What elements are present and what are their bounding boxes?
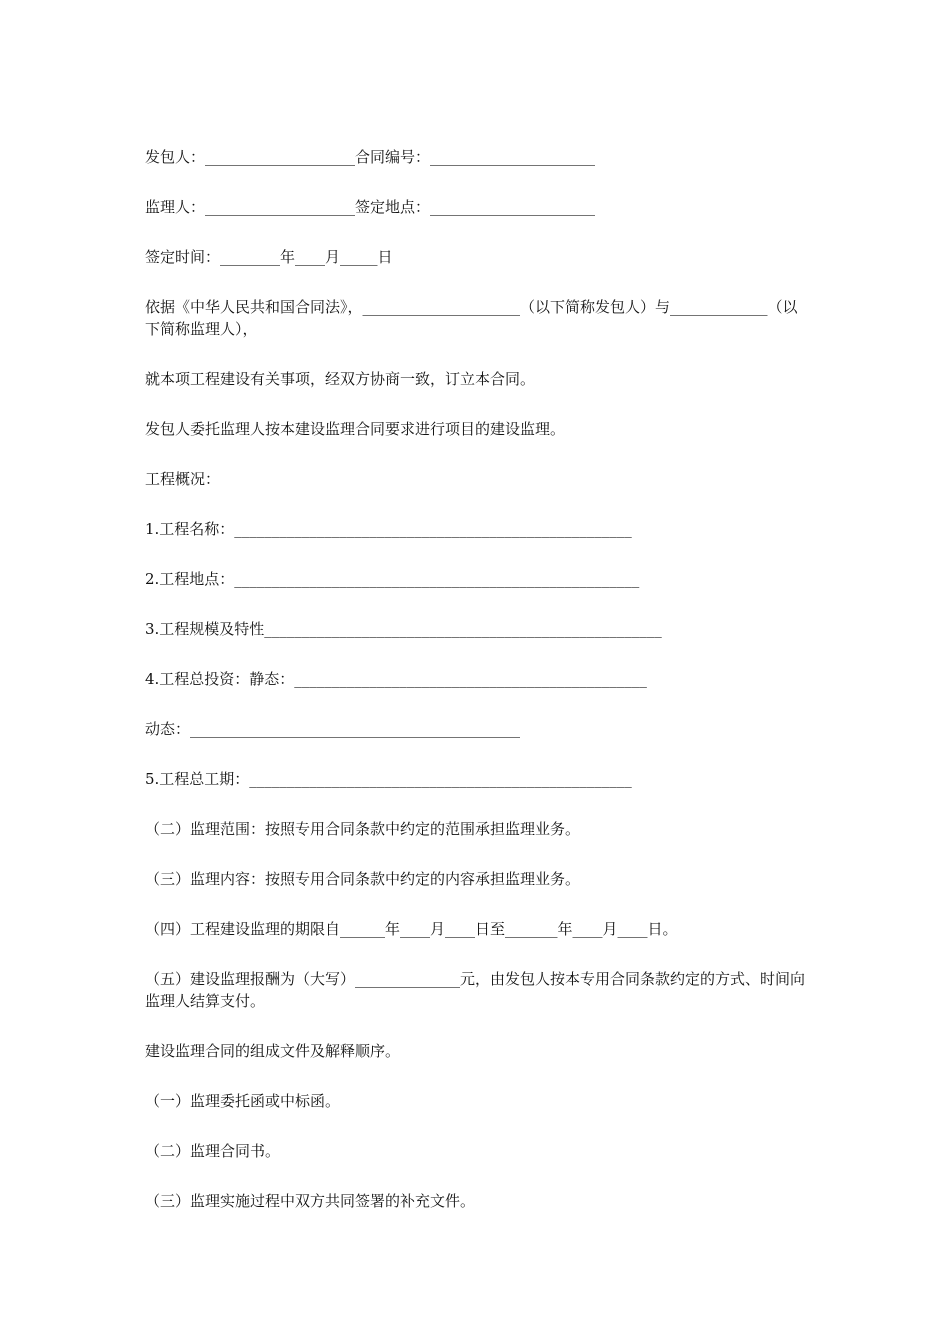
project-duration-line: 5.工程总工期：___________________________________________________ bbox=[145, 770, 632, 788]
entrust-paragraph: 发包人委托监理人按本建设监理合同要求进行项目的建设监理。 bbox=[145, 420, 566, 438]
project-location-line: 2.工程地点：______________________________________________________ bbox=[145, 570, 640, 588]
sign-date-line: 签定时间：________年____月_____日 bbox=[145, 248, 393, 266]
document-item-2: （二）监理合同书。 bbox=[145, 1142, 281, 1160]
project-scale-line: 3.工程规模及特性_____________________________________________________ bbox=[145, 620, 662, 638]
documents-order-heading: 建设监理合同的组成文件及解释顺序。 bbox=[145, 1042, 401, 1060]
project-investment-dynamic-line: 动态：____________________________________________ bbox=[145, 720, 521, 738]
project-name-line: 1.工程名称：_____________________________________________________ bbox=[145, 520, 632, 538]
agreement-paragraph: 就本项工程建设有关事项，经双方协商一致，订立本合同。 bbox=[145, 370, 536, 388]
party-a-contract-no-line: 发包人：____________________合同编号：______________________ bbox=[145, 148, 596, 166]
legal-basis-paragraph: 依据《中华人民共和国合同法》，_____________________（以下简称发包人）与_____________（以下简称监理人）， bbox=[145, 298, 798, 338]
project-investment-static-line: 4.工程总投资：静态：_______________________________________________ bbox=[145, 670, 647, 688]
supervision-fee-paragraph: （五）建设监理报酬为（大写）______________元，由发包人按本专用合同条款约定的方式、时间向监理人结算支付。 bbox=[145, 970, 806, 1010]
document-body bbox=[145, 146, 810, 1240]
supervision-content-line: （三）监理内容：按照专用合同条款中约定的内容承担监理业务。 bbox=[145, 870, 581, 888]
supervision-period-line: （四）工程建设监理的期限自______年____月____日至_______年____月____日。 bbox=[145, 920, 678, 938]
document-item-3: （三）监理实施过程中双方共同签署的补充文件。 bbox=[145, 1192, 476, 1210]
project-overview-heading: 工程概况： bbox=[145, 470, 221, 488]
document-item-1: （一）监理委托函或中标函。 bbox=[145, 1092, 341, 1110]
supervision-scope-line: （二）监理范围：按照专用合同条款中约定的范围承担监理业务。 bbox=[145, 820, 581, 838]
supervisor-sign-place-line: 监理人：____________________签定地点：______________________ bbox=[145, 198, 596, 216]
